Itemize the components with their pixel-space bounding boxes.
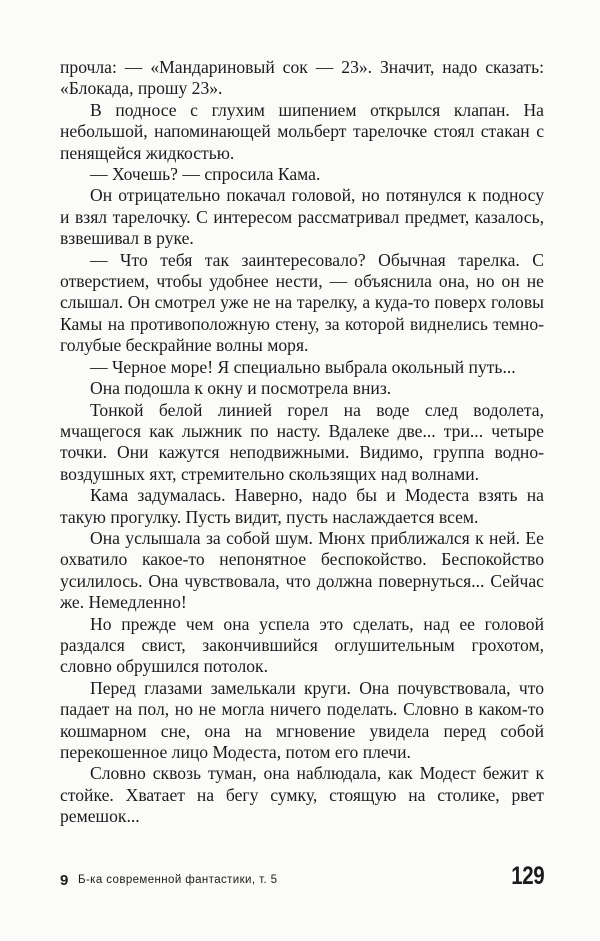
paragraph-8: Тонкой белой линией горел на воде след водолета, мчащегося как лыжник по насту. Вдалеке две... три... четыре точки. Они кажутся неподвижными. Видимо, группа водно-воздушных яхт, стремительно скользящих над волнами. <box>60 399 544 484</box>
paragraph-13: Словно сквозь туман, она наблюдала, как Модест бежит к стойке. Хватает на бегу сумку, стоящую на столике, рвет ремешок... <box>60 763 544 827</box>
page-number: 129 <box>511 862 544 890</box>
signature-number: 9 <box>60 872 69 889</box>
paragraph-4: Он отрицательно покачал головой, но потянулся к подносу и взял тарелочку. С интересом рассматривал предмет, казалось, взвешивал в руке. <box>60 185 544 249</box>
paragraph-11: Но прежде чем она успела это сделать, над ее головой раздался свист, закончившийся оглушительным грохотом, словно обрушился потолок. <box>60 613 544 677</box>
paragraph-3: — Хочешь? — спросила Кама. <box>90 164 321 185</box>
paragraph-7: Она подошла к окну и посмотрела вниз. <box>90 378 392 399</box>
paragraph-5: — Что тебя так заинтересовало? Обычная тарелка. С отверстием, чтобы удобнее нести, — объяснила она, но он не слышал. Он смотрел уже не на тарелку, а куда-то поверх головы Камы на противоположную стену, за которой виднелись темно-голубые бескрайние волны моря. <box>60 249 544 356</box>
paragraph-1: прочла: — «Мандариновый сок — 23». Значит, надо сказать: «Блокада, прошу 23». <box>60 57 544 99</box>
paragraph-9: Кама задумалась. Наверно, надо бы и Модеста взять на такую прогулку. Пусть видит, пусть наслаждается всем. <box>60 485 544 527</box>
paragraph-2: В подносе с глухим шипением открылся клапан. На небольшой, напоминающей мольберт тарелочке стоял стакан с пенящейся жидкостью. <box>60 99 544 163</box>
paragraph-12: Перед глазами замелькали круги. Она почувствовала, что падает на пол, но не могла ничего поделать. Словно в каком-то кошмарном сне, она на мгновение увидела перед собой перекошенное лицо Модеста, потом его плечи. <box>60 677 544 762</box>
paragraph-10: Она услышала за собой шум. Мюнх приближался к ней. Ее охватило какое-то непонятное беспокойство. Беспокойство усилилось. Она чувствовала, что должна повернуться... Сейчас же. Немедленно! <box>60 527 544 613</box>
signature-text: Б-ка современной фантастики, т. 5 <box>78 874 278 886</box>
paragraph-6: — Черное море! Я специально выбрала окольный путь... <box>90 356 516 377</box>
body-text <box>60 57 544 828</box>
page-footer <box>60 862 544 896</box>
